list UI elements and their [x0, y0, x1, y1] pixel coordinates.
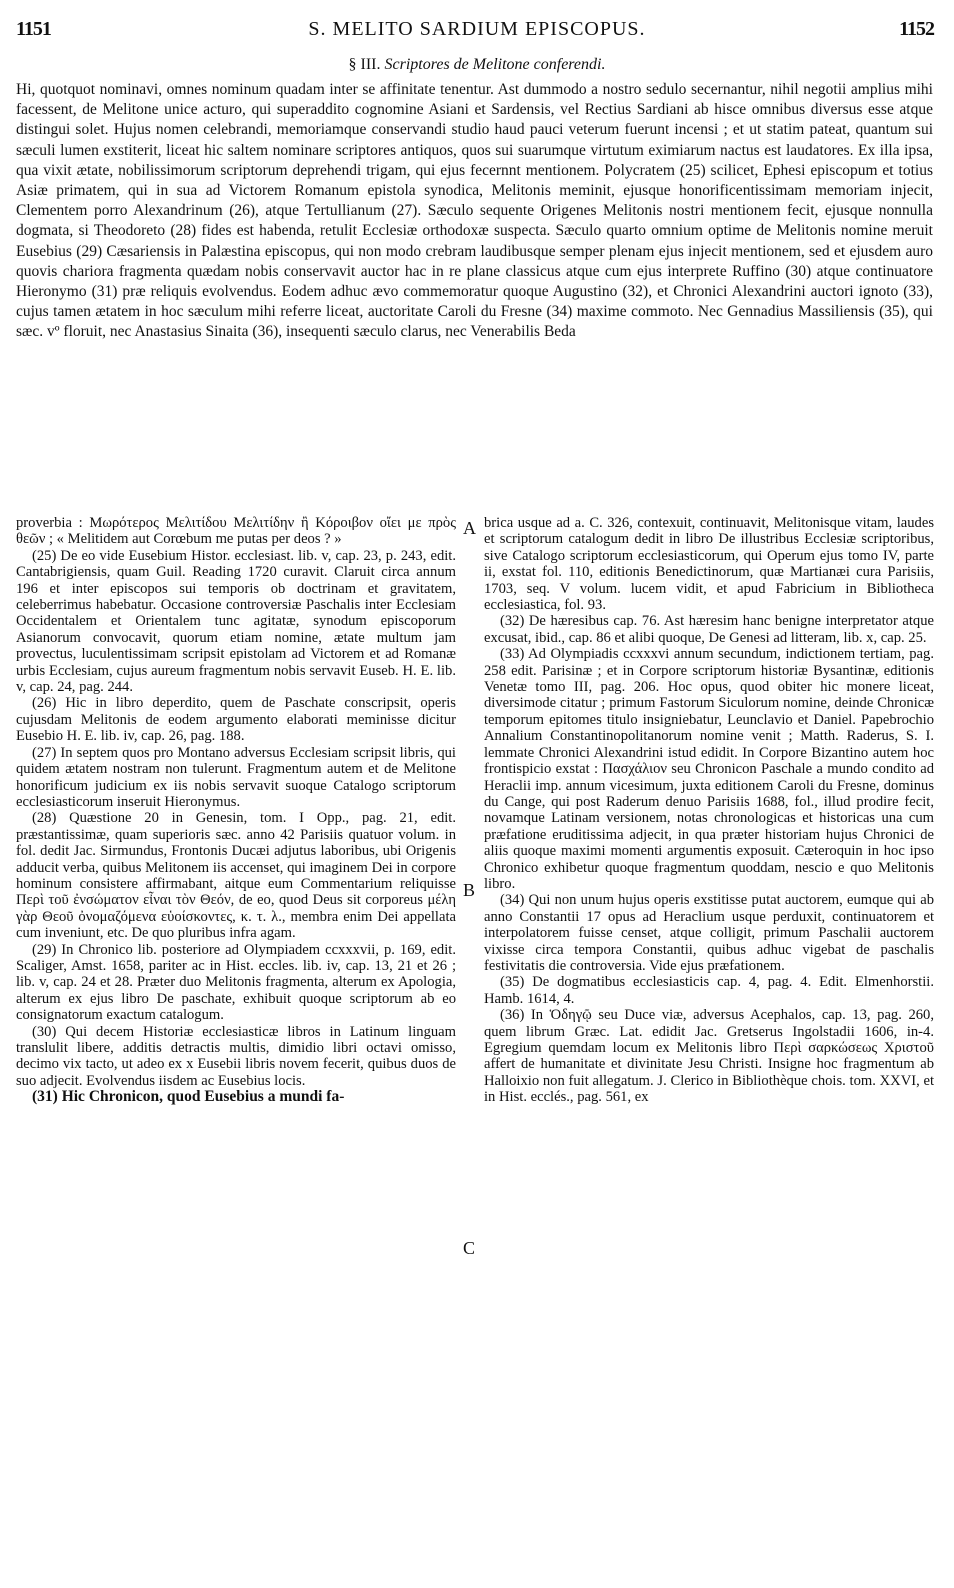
main-paragraph: Hi, quotquot nominavi, omnes nominum quadam inter se affinitate tenentur. Ast dummodo a nostro sedulo secernantur, nihil negotii amplius mihi facessent, de Melitone unice acturo, qui superaddito cognomine Asiani et Sardensis, vel Rectius Sardiani ab hisce omnibus diversus esse atque distingui solet. Hujus nomen celebrandi, memoriamque conservandi studio haud pauci veterum fuerunt incensi ; et ut statim pateat, quantum sui sæculi lumen exstiterit, liceat hic saltem nominare scriptores antiquos, quos sui suarumque virtutum eximiarum nactus est laudatores. Ex illa ipsa, qua vixit ætate, nobilissimorum scriptorum deprehendi trigam, qui ejus fecernnt mentionem. Polycratem (25) scilicet, Ephesi episcopum et totius Asiæ primatem, qui in sua ad Victorem Romanum epistola synodica, Melitonis meminit, ejusque honorificentissimam memoriam injecit, Clementem porro Alexandrinum (26), atque Tertullianum (27). Sæculo sequente Origenes Melitonis nostri mentionem fecit, ejusque nonnulla dogmata, si Theodoreto (28) fides est habenda, retulit Ecclesiæ orthodoxæ suspecta. Sæculo quarto omnium optime de Melitonis nomine meruit Eusebius (29) Cæsariensis in Palæstina episcopus, qui non modo crebram laudibusque semper plenam ejus injecit mentionem, sed et ejusdem auro quovis chariora fragmenta quædam nobis conservavit auctor hac in re plane classicus atque cum ejus interprete Ruffino (30) atque continuatore Hieronymo (31) præ reliquis evolvendus. Eodem adhuc ævo commemoratur quoque Augustino (32), et Chronici Alexandrini auctori ignoto (33), cujus tamen ætatem in hoc sæculum mihi referre liceat, auctoritate Caroli du Fresne (34) maxime commoto. Nec Gennadius Massiliensis (35), qui sæc. vº floruit, nec Anastasius Sinaita (36), insequenti sæculo clarus, nec Venerabilis Beda	[16, 81, 933, 341]
footnote-continuation: proverbia : Μωρότερος Μελιτίδου Μελιτίδην ἢ Κόροιβον οἴει με πρὸς θεῶν ; « Melitidem aut Corœbum me putas per deos ? »	[16, 515, 456, 548]
page-number-left: 1151	[16, 18, 51, 40]
footnote-28: (28) Quæstione 20 in Genesin, tom. I Opp., pag. 21, edit. præstantissimæ, quam superioris sæc. anno 42 Parisiis quatuor volum. in fol. dedit Jac. Sirmundus, Frontonis Ducæi adjutus laboribus, ubi Origenis adducit verba, quibus Melitonem iis accenset, qui imaginem Dei in corpore hominum consistere affirmabant, aitque eum Commentarium reliquisse Περὶ τοῦ ἐνσώματον εἶναι τὸν Θεόν, de eo, quod Deus sit corporeus μέλη γὰρ Θεοῦ ὀνομαζόμενα εὑοίσκοντες, κ. τ. λ., membra enim Dei appellata cum inveniunt, etc. De quo pluribus infra agam.	[16, 810, 456, 942]
running-title: S. MELITO SARDIUM EPISCOPUS.	[308, 18, 646, 40]
footnote-33: (33) Ad Olympiadis ccxxxvi annum secundum, indictionem tertiam, pag. 258 edit. Parisinæ ; et in Corpore scriptorum historiæ Bysantinæ, editionis Venetæ tomo III, pag. 206. Hoc opus, quod obiter hic monere liceat, diversimode citatur ; primum Fastorum Siculorum nomine, deinde Chronicæ temporum epitomes titulo insigniebatur, Leunclavio et Daniel. Papebrochio Annalium Constantinopolitanorum nomine venit ; Matth. Raderus, S. I. lemmate Chronici Alexandrini istud edidit. In Corpore Bizantino autem hoc frontispicio exstat : Πασχάλιον seu Chronicon Paschale a mundo condito ad Heraclii imp. annum vicesimum, juxta editionem Caroli du Fresne, dominus du Cange, qui post Raderum denuo Parisiis 1688, fol., illud prodire fecit, novamque Latinam versionem, notas chronologicas et historicas una cum præfatione eruditissima adjecit, in qua præter historiam hujus Chronici de aliis quoque maximi momenti argumentis exposuit. Cæteroquin in hoc ipso Chronico exhibetur quoque fragmentum quoddam, nescio e quo Melitonis libro.	[484, 646, 934, 892]
section-heading	[0, 56, 954, 74]
page-header	[0, 0, 954, 44]
footnote-34: (34) Qui non unum hujus operis exstitisse putat auctorem, eumque qui ab anno Constantii 17 opus ad Heraclium usque perduxit, continuatorem et interpolatorem fuisse censet, atque colligit, primum Paschalii auctorem vixisse circa tempora Constantii, quibus adhuc vigebat de paschalis festivitatis die controversia. Vide ejus præfationem.	[484, 892, 934, 974]
footnote-30: (30) Qui decem Historiæ ecclesiasticæ libros in Latinum linguam translulit libere, additis detractis multis, dimidio libri octavi omisso, decimo vix tacto, ut adeo ex x Eusebii libris novem fecerit, quibus duos de suo adjecit. Evolvendus iisdem ac Eusebius locis.	[16, 1023, 456, 1089]
footnotes-right-column	[484, 515, 934, 1585]
footnote-26: (26) Hic in libro deperdito, quem de Paschate conscripsit, operis cujusdam Melitonis de eodem argumento elaborati meminisse dicitur Eusebio H. E. lib. iv, cap. 26, pag. 188.	[16, 695, 456, 745]
footnote-31-continuation: brica usque ad a. C. 326, contexuit, continuavit, Melitonisque vitam, laudes et scriptorum catalogum dedit in libro De illustribus Ecclesiæ scriptoribus, sive Catalogo scriptorum ecclesiasticorum, qui Operum ejus tomo IV, parte ii, exstat fol. 110, editionis Benedictinorum, quæ Martianæi cura Parisiis, 1703, seq. V volum. lucem vidit, et apud Fabricium in Bibliotheca ecclesiastica, fol. 93.	[484, 515, 934, 614]
footnote-27: (27) In septem quos pro Montano adversus Ecclesiam scripsit libris, qui quidem ætatem nostram non tulerunt. Fragmentum autem et de Melitone honorificum judicium ex iis nobis servavit suoque Catalogo scriptorum ecclesiasticorum inseruit Hieronymus.	[16, 744, 456, 810]
footnote-25: (25) De eo vide Eusebium Histor. ecclesiast. lib. v, cap. 23, p. 243, edit. Cantabrigiensis, quam Guil. Reading 1720 curavit. Claruit circa annum 196 et inter episcopos sui temporis ob doctrinam et gravitatem, celeberrimus habebatur. Occasione controversiæ Paschalis inter Ecclesiam Occidentalem et Orientalem tunc agitatæ, synodum episcoporum Asianorum convocavit, quorum etiam nomine, ætate multum jam provectus, luculentissimam scripsit epistolam ad Victorem et ad Romanæ urbis Ecclesiam, cujus aureum fragmentum nobis servavit Euseb. H. E. lib. v, cap. 24, pag. 244.	[16, 547, 456, 696]
margin-marker-c: C	[463, 1238, 476, 1258]
footnote-35: (35) De dogmatibus ecclesiasticis cap. 4, pag. 4. Edit. Elmenhorstii. Hamb. 1614, 4.	[484, 974, 934, 1007]
footnotes-left-column	[16, 515, 456, 1585]
footnote-31: (31) Hic Chronicon, quod Eusebius a mundi fa-	[32, 1088, 345, 1106]
page-number-right: 1152	[899, 18, 934, 40]
section-title: Scriptores de Melitone conferendi.	[384, 56, 606, 73]
footnote-36: (36) In Ὁδηγῷ seu Duce viæ, adversus Acephalos, cap. 13, pag. 260, quem librum Græc. Lat. edidit Jac. Gretserus Ingolstadii 1606, in-4. Egregium quemdam locum ex Melitonis libro Περὶ σαρκώσεως Χριστοῦ affert de humanitate et divinitate Jesu Christi. Insigne hoc fragmentum ab Halloixio non fuit allegatum. J. Clerico in Bibliothèque chois. tom. XXVI, et in Hist. ecclés., pag. 561, ex	[484, 1007, 934, 1106]
main-text-block	[16, 80, 933, 510]
section-number: § III.	[348, 56, 381, 73]
margin-marker-a: A	[463, 518, 476, 538]
margin-marker-b: B	[463, 880, 476, 900]
footnote-29: (29) In Chronico lib. posteriore ad Olympiadem ccxxxvii, p. 169, edit. Scaliger, Amst. 1658, pariter ac in Hist. eccles. lib. iv, cap. 13, 21 et 26 ; lib. v, cap. 24 et 28. Præter duo Melitonis fragmenta, alterum ex Apologia, alterum ex ejus libro De paschate, exhibuit quoque scriptorum ab eo consignatorum exactum catalogum.	[16, 941, 456, 1024]
footnote-32: (32) De hæresibus cap. 76. Ast hæresim hanc benigne interpretator atque excusat, ibid., cap. 86 et alibi quoque, De Genesi ad litteram, lib. x, cap. 25.	[484, 613, 934, 646]
